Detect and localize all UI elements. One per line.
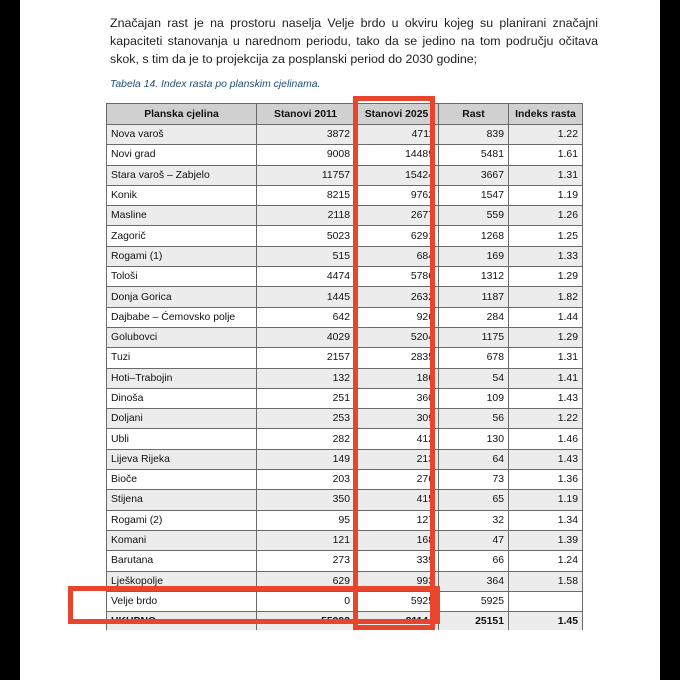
cell-rast: 559 xyxy=(439,206,509,226)
cell-stanovi-2025: 9762 xyxy=(355,185,439,205)
cell-name: Komani xyxy=(107,530,257,550)
cell-name: Zagorič xyxy=(107,226,257,246)
total-indeks-rasta: 1.45 xyxy=(509,612,583,632)
cell-stanovi-2011: 2118 xyxy=(257,206,355,226)
table-row xyxy=(107,470,583,490)
cell-indeks-rasta: 1.24 xyxy=(509,551,583,571)
page-bottom-margin xyxy=(20,630,660,680)
cell-rast: 32 xyxy=(439,510,509,530)
cell-indeks-rasta: 1.26 xyxy=(509,206,583,226)
table-row xyxy=(107,490,583,510)
table-row xyxy=(107,165,583,185)
table-row xyxy=(107,409,583,429)
cell-name: Barutana xyxy=(107,551,257,571)
cell-stanovi-2011: 350 xyxy=(257,490,355,510)
cell-name: Lješkopolje xyxy=(107,571,257,591)
table-row xyxy=(107,307,583,327)
cell-rast: 109 xyxy=(439,388,509,408)
cell-name: Tuzi xyxy=(107,348,257,368)
cell-rast: 56 xyxy=(439,409,509,429)
cell-indeks-rasta: 1.43 xyxy=(509,449,583,469)
cell-stanovi-2025: 2632 xyxy=(355,287,439,307)
cell-stanovi-2025: 168 xyxy=(355,530,439,550)
table-row xyxy=(107,551,583,571)
cell-name: Konik xyxy=(107,185,257,205)
table-row xyxy=(107,368,583,388)
cell-stanovi-2011: 642 xyxy=(257,307,355,327)
header-indeks-rasta: Indeks rasta xyxy=(509,104,583,125)
cell-indeks-rasta: 1.29 xyxy=(509,327,583,347)
table-row xyxy=(107,226,583,246)
intro-paragraph: Značajan rast je na prostoru naselja Velje brdo u okviru kojeg su planirani značajni kapaciteti stanovanja u narednom periodu, tako da se jedino na tom području očitava skok, s tim da je to projekcija za posplanski period do 2030 godine; xyxy=(110,16,598,66)
cell-stanovi-2011: 251 xyxy=(257,388,355,408)
cell-indeks-rasta: 1.46 xyxy=(509,429,583,449)
table-total-row xyxy=(107,612,583,632)
cell-stanovi-2011: 121 xyxy=(257,530,355,550)
cell-rast: 64 xyxy=(439,449,509,469)
cell-stanovi-2011: 282 xyxy=(257,429,355,449)
cell-name: Nova varoš xyxy=(107,125,257,145)
cell-name: Velje brdo xyxy=(107,591,257,611)
cell-stanovi-2011: 1445 xyxy=(257,287,355,307)
cell-indeks-rasta: 1.43 xyxy=(509,388,583,408)
cell-rast: 3667 xyxy=(439,165,509,185)
header-stanovi-2011: Stanovi 2011 xyxy=(257,104,355,125)
cell-stanovi-2011: 95 xyxy=(257,510,355,530)
cell-name: Dinoša xyxy=(107,388,257,408)
cell-stanovi-2025: 5786 xyxy=(355,267,439,287)
cell-name: Dajbabe – Ćemovsko polje xyxy=(107,307,257,327)
cell-name: Stara varoš – Zabjelo xyxy=(107,165,257,185)
cell-stanovi-2025: 412 xyxy=(355,429,439,449)
cell-stanovi-2025: 213 xyxy=(355,449,439,469)
cell-indeks-rasta: 1.61 xyxy=(509,145,583,165)
header-stanovi-2025: Stanovi 2025 xyxy=(355,104,439,125)
table-row xyxy=(107,449,583,469)
cell-stanovi-2025: 684 xyxy=(355,246,439,266)
cell-indeks-rasta: 1.41 xyxy=(509,368,583,388)
cell-name: Golubovci xyxy=(107,327,257,347)
cell-rast: 66 xyxy=(439,551,509,571)
table-caption: Tabela 14. Index rasta po planskim cjelinama. xyxy=(110,79,321,90)
cell-stanovi-2011: 5023 xyxy=(257,226,355,246)
cell-stanovi-2025: 926 xyxy=(355,307,439,327)
table-body xyxy=(107,125,583,632)
cell-stanovi-2011: 3872 xyxy=(257,125,355,145)
total-stanovi-2025: 81144 xyxy=(355,612,439,632)
cell-rast: 284 xyxy=(439,307,509,327)
table-row xyxy=(107,591,583,611)
cell-rast: 130 xyxy=(439,429,509,449)
cell-stanovi-2025: 14489 xyxy=(355,145,439,165)
cell-stanovi-2011: 149 xyxy=(257,449,355,469)
cell-name: Rogami (1) xyxy=(107,246,257,266)
cell-stanovi-2025: 127 xyxy=(355,510,439,530)
table-row xyxy=(107,185,583,205)
cell-indeks-rasta: 1.44 xyxy=(509,307,583,327)
cell-rast: 65 xyxy=(439,490,509,510)
cell-rast: 1268 xyxy=(439,226,509,246)
cell-indeks-rasta: 1.82 xyxy=(509,287,583,307)
cell-indeks-rasta: 1.22 xyxy=(509,125,583,145)
table-row xyxy=(107,145,583,165)
cell-indeks-rasta: 1.36 xyxy=(509,470,583,490)
cell-name: Novi grad xyxy=(107,145,257,165)
cell-indeks-rasta: 1.19 xyxy=(509,490,583,510)
cell-stanovi-2011: 273 xyxy=(257,551,355,571)
cell-rast: 54 xyxy=(439,368,509,388)
cell-stanovi-2011: 132 xyxy=(257,368,355,388)
cell-stanovi-2011: 4029 xyxy=(257,327,355,347)
table-row xyxy=(107,287,583,307)
cell-indeks-rasta: 1.19 xyxy=(509,185,583,205)
document-page xyxy=(20,0,660,680)
cell-stanovi-2011: 9008 xyxy=(257,145,355,165)
cell-indeks-rasta xyxy=(509,591,583,611)
cell-name: Stijena xyxy=(107,490,257,510)
table-row xyxy=(107,125,583,145)
cell-name: Bioče xyxy=(107,470,257,490)
cell-stanovi-2011: 2157 xyxy=(257,348,355,368)
growth-index-table xyxy=(106,103,583,632)
header-planska-cjelina: Planska cjelina xyxy=(107,104,257,125)
cell-rast: 678 xyxy=(439,348,509,368)
cell-stanovi-2025: 5925 xyxy=(355,591,439,611)
cell-indeks-rasta: 1.39 xyxy=(509,530,583,550)
cell-name: Lijeva Rijeka xyxy=(107,449,257,469)
table-row xyxy=(107,571,583,591)
cell-rast: 5925 xyxy=(439,591,509,611)
table-row xyxy=(107,267,583,287)
cell-stanovi-2011: 515 xyxy=(257,246,355,266)
cell-name: Masline xyxy=(107,206,257,226)
table-row xyxy=(107,348,583,368)
cell-stanovi-2025: 309 xyxy=(355,409,439,429)
cell-stanovi-2025: 2677 xyxy=(355,206,439,226)
cell-indeks-rasta: 1.22 xyxy=(509,409,583,429)
cell-name: Doljani xyxy=(107,409,257,429)
cell-rast: 1175 xyxy=(439,327,509,347)
table-row xyxy=(107,388,583,408)
cell-name: Tološi xyxy=(107,267,257,287)
cell-stanovi-2011: 8215 xyxy=(257,185,355,205)
cell-indeks-rasta: 1.34 xyxy=(509,510,583,530)
cell-name: Hoti–Trabojin xyxy=(107,368,257,388)
cell-indeks-rasta: 1.31 xyxy=(509,348,583,368)
cell-indeks-rasta: 1.25 xyxy=(509,226,583,246)
cell-stanovi-2011: 203 xyxy=(257,470,355,490)
cell-rast: 839 xyxy=(439,125,509,145)
cell-stanovi-2025: 15424 xyxy=(355,165,439,185)
cell-rast: 1547 xyxy=(439,185,509,205)
cell-rast: 169 xyxy=(439,246,509,266)
cell-stanovi-2011: 4474 xyxy=(257,267,355,287)
cell-stanovi-2025: 339 xyxy=(355,551,439,571)
cell-rast: 5481 xyxy=(439,145,509,165)
cell-indeks-rasta: 1.31 xyxy=(509,165,583,185)
table-row xyxy=(107,246,583,266)
table-header-row xyxy=(107,104,583,125)
cell-stanovi-2025: 186 xyxy=(355,368,439,388)
cell-stanovi-2025: 2835 xyxy=(355,348,439,368)
cell-stanovi-2011: 253 xyxy=(257,409,355,429)
cell-stanovi-2011: 0 xyxy=(257,591,355,611)
cell-rast: 1312 xyxy=(439,267,509,287)
total-rast: 25151 xyxy=(439,612,509,632)
cell-stanovi-2025: 415 xyxy=(355,490,439,510)
cell-indeks-rasta: 1.58 xyxy=(509,571,583,591)
total-name: UKUPNO xyxy=(107,612,257,632)
cell-name: Ubli xyxy=(107,429,257,449)
cell-rast: 47 xyxy=(439,530,509,550)
table-row xyxy=(107,510,583,530)
cell-stanovi-2025: 993 xyxy=(355,571,439,591)
cell-rast: 73 xyxy=(439,470,509,490)
cell-stanovi-2025: 360 xyxy=(355,388,439,408)
table-row xyxy=(107,429,583,449)
total-stanovi-2011: 55993 xyxy=(257,612,355,632)
cell-stanovi-2025: 5204 xyxy=(355,327,439,347)
cell-stanovi-2025: 6291 xyxy=(355,226,439,246)
cell-rast: 364 xyxy=(439,571,509,591)
cell-name: Rogami (2) xyxy=(107,510,257,530)
cell-stanovi-2011: 629 xyxy=(257,571,355,591)
header-rast: Rast xyxy=(439,104,509,125)
table-row xyxy=(107,327,583,347)
cell-stanovi-2011: 11757 xyxy=(257,165,355,185)
table-row xyxy=(107,530,583,550)
cell-rast: 1187 xyxy=(439,287,509,307)
cell-stanovi-2025: 4711 xyxy=(355,125,439,145)
cell-indeks-rasta: 1.33 xyxy=(509,246,583,266)
cell-name: Donja Gorica xyxy=(107,287,257,307)
cell-stanovi-2025: 276 xyxy=(355,470,439,490)
cell-indeks-rasta: 1.29 xyxy=(509,267,583,287)
table-row xyxy=(107,206,583,226)
